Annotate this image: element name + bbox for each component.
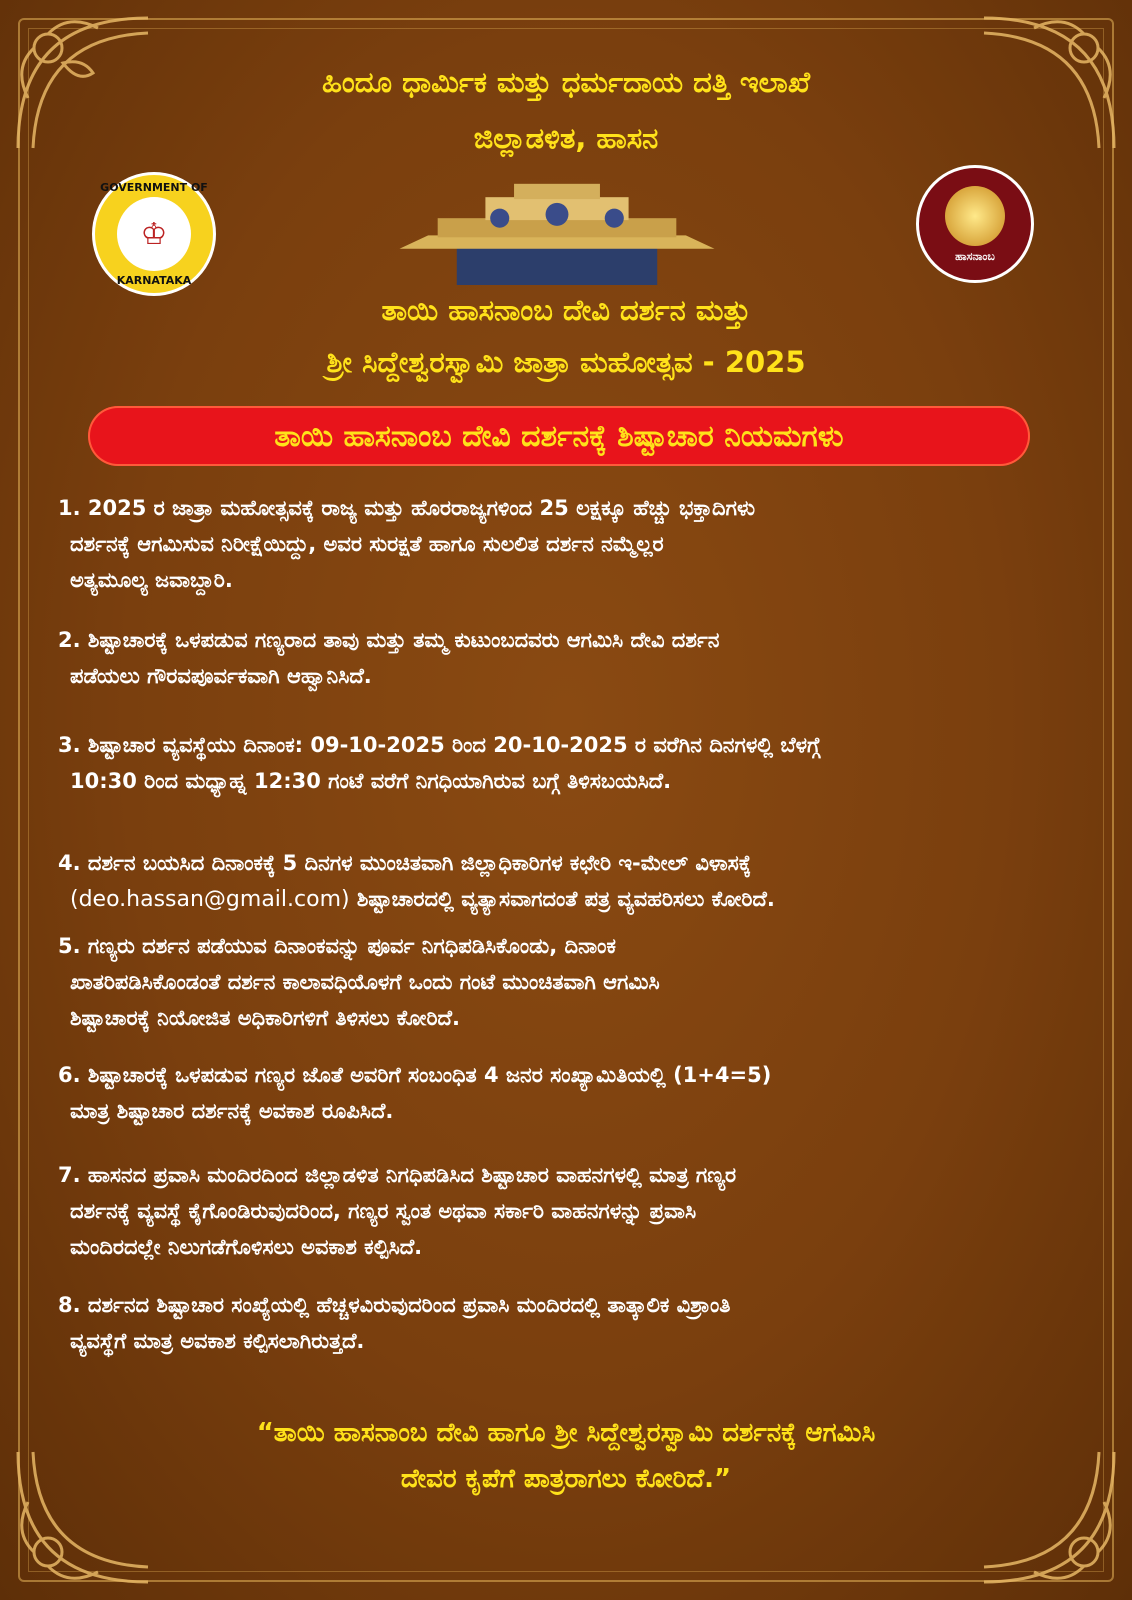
emblem-text-top: GOVERNMENT OF xyxy=(100,181,208,194)
rule-line: 10:30 ರಿಂದ ಮಧ್ಯಾಹ್ನ 12:30 ಗಂಟೆ ವರೆಗೆ ನಿಗಧಿಯಾಗಿರುವ ಬಗ್ಗೆ ತಿಳಿಸಬಯಸಿದೆ. xyxy=(70,769,672,793)
rule-line: ದರ್ಶನಕ್ಕೆ ವ್ಯವಸ್ಥೆ ಕೈಗೊಂಡಿರುವುದರಿಂದ, ಗಣ್ಯರ ಸ್ವಂತ ಅಥವಾ ಸರ್ಕಾರಿ ವಾಹನಗಳನ್ನು ಪ್ರವಾಸಿ xyxy=(70,1199,697,1223)
rule-line xyxy=(58,881,1078,917)
email-address: (deo.hassan@gmail.com) xyxy=(70,887,350,912)
hasanamba-logo-text: ಹಾಸನಾಂಬ xyxy=(955,250,995,263)
rule-line: 5. ಗಣ್ಯರು ದರ್ಶನ ಪಡೆಯುವ ದಿನಾಂಕವನ್ನು ಪೂರ್ವ ನಿಗಧಿಪಡಿಸಿಕೊಂಡು, ದಿನಾಂಕ xyxy=(58,934,616,958)
emblem-text-bottom: KARNATAKA xyxy=(116,274,192,287)
rule-item xyxy=(58,490,1078,598)
department-heading: ಹಿಂದೂ ಧಾರ್ಮಿಕ ಮತ್ತು ಧರ್ಮದಾಯ ದತ್ತಿ ಇಲಾಖೆ xyxy=(322,65,810,99)
rule-item xyxy=(58,1057,1078,1129)
rule-item xyxy=(58,845,1078,917)
closing-quote-line2: ದೇವರ ಕೃಪೆಗೆ ಪಾತ್ರರಾಗಲು ಕೋರಿದೆ.” xyxy=(400,1464,732,1494)
rules-banner: ತಾಯಿ ಹಾಸನಾಂಬ ದೇವಿ ದರ್ಶನಕ್ಕೆ ಶಿಷ್ಟಾಚಾರ ನಿಯಮಗಳು xyxy=(88,406,1030,466)
rule-line-text: ಶಿಷ್ಟಾಚಾರದಲ್ಲಿ ವ್ಯತ್ಯಾಸವಾಗದಂತೆ ಪತ್ರ ವ್ಯವಹರಿಸಲು ಕೋರಿದೆ. xyxy=(356,887,775,911)
rule-line: 8. ದರ್ಶನದ ಶಿಷ್ಟಾಚಾರ ಸಂಖ್ಯೆಯಲ್ಲಿ ಹೆಚ್ಚಳವಿರುವುದರಿಂದ ಪ್ರವಾಸಿ ಮಂದಿರದಲ್ಲಿ ತಾತ್ಕಾಲಿಕ ವಿಶ್ರಾಂತಿ xyxy=(58,1293,731,1317)
closing-quote xyxy=(0,1410,1132,1502)
rule-item xyxy=(58,622,1078,694)
rule-item xyxy=(58,1287,1078,1359)
rule-line: ವ್ಯವಸ್ಥೆಗೆ ಮಾತ್ರ ಅವಕಾಶ ಕಲ್ಪಿಸಲಾಗಿರುತ್ತದೆ. xyxy=(70,1329,365,1353)
rule-line: ಅತ್ಯಮೂಲ್ಯ ಜವಾಬ್ದಾರಿ. xyxy=(70,568,233,592)
rule-line: 4. ದರ್ಶನ ಬಯಸಿದ ದಿನಾಂಕಕ್ಕೆ 5 ದಿನಗಳ ಮುಂಚಿತವಾಗಿ ಜಿಲ್ಲಾಧಿಕಾರಿಗಳ ಕಛೇರಿ ಇ-ಮೇಲ್ ವಿಳಾಸಕ್ಕೆ xyxy=(58,851,752,875)
rule-line: ಮಾತ್ರ ಶಿಷ್ಟಾಚಾರ ದರ್ಶನಕ್ಕೆ ಅವಕಾಶ ರೂಪಿಸಿದೆ. xyxy=(70,1099,394,1123)
rule-line: ದರ್ಶನಕ್ಕೆ ಆಗಮಿಸುವ ನಿರೀಕ್ಷೆಯಿದ್ದು, ಅವರ ಸುರಕ್ಷತೆ ಹಾಗೂ ಸುಲಲಿತ ದರ್ಶನ ನಮ್ಮೆಲ್ಲರ xyxy=(70,532,664,556)
event-title-line2: ಶ್ರೀ ಸಿದ್ದೇಶ್ವರಸ್ವಾಮಿ ಜಾತ್ರಾ ಮಹೋತ್ಸವ - 2025 xyxy=(326,345,806,379)
rule-line: ಮಂದಿರದಲ್ಲೇ ನಿಲುಗಡೆಗೊಳಿಸಲು ಅವಕಾಶ ಕಲ್ಪಿಸಿದೆ. xyxy=(70,1235,423,1259)
administration-heading: ಜಿಲ್ಲಾಡಳಿತ, ಹಾಸನ xyxy=(473,121,659,155)
event-title-line1: ತಾಯಿ ಹಾಸನಾಂಬ ದೇವಿ ದರ್ಶನ ಮತ್ತು xyxy=(381,293,751,327)
rule-line: 1. 2025 ರ ಜಾತ್ರಾ ಮಹೋತ್ಸವಕ್ಕೆ ರಾಜ್ಯ ಮತ್ತು ಹೊರರಾಜ್ಯಗಳಿಂದ 25 ಲಕ್ಷಕ್ಕೂ ಹೆಚ್ಚು ಭಕ್ತಾದಿಗಳು xyxy=(58,496,756,520)
rule-line: 3. ಶಿಷ್ಟಾಚಾರ ವ್ಯವಸ್ಥೆಯು ದಿನಾಂಕ: 09-10-2025 ರಿಂದ 20-10-2025 ರ ವರೆಗಿನ ದಿನಗಳಲ್ಲಿ ಬೆಳಗ್ಗೆ xyxy=(58,733,821,757)
rule-line: ಪಡೆಯಲು ಗೌರವಪೂರ್ವಕವಾಗಿ ಆಹ್ವಾನಿಸಿದೆ. xyxy=(70,664,372,688)
rule-item xyxy=(58,1157,1078,1265)
rule-line: 2. ಶಿಷ್ಟಾಚಾರಕ್ಕೆ ಒಳಪಡುವ ಗಣ್ಯರಾದ ತಾವು ಮತ್ತು ತಮ್ಮ ಕುಟುಂಬದವರು ಆಗಮಿಸಿ ದೇವಿ ದರ್ಶನ xyxy=(58,628,720,652)
rules-list xyxy=(58,0,1078,1600)
rule-line: 6. ಶಿಷ್ಟಾಚಾರಕ್ಕೆ ಒಳಪಡುವ ಗಣ್ಯರ ಜೊತೆ ಅವರಿಗೆ ಸಂಬಂಧಿತ 4 ಜನರ ಸಂಖ್ಯಾಮಿತಿಯಲ್ಲಿ (1+4=5) xyxy=(58,1063,772,1087)
closing-quote-line1: “ತಾಯಿ ಹಾಸನಾಂಬ ದೇವಿ ಹಾಗೂ ಶ್ರೀ ಸಿದ್ದೇಶ್ವರಸ್ವಾಮಿ ದರ್ಶನಕ್ಕೆ ಆಗಮಿಸಿ xyxy=(256,1418,876,1448)
emblem-crest-icon: ♔ xyxy=(117,197,191,271)
rule-line: 7. ಹಾಸನದ ಪ್ರವಾಸಿ ಮಂದಿರದಿಂದ ಜಿಲ್ಲಾಡಳಿತ ನಿಗಧಿಪಡಿಸಿದ ಶಿಷ್ಟಾಚಾರ ವಾಹನಗಳಲ್ಲಿ ಮಾತ್ರ ಗಣ್ಯರ xyxy=(58,1163,737,1187)
rule-item xyxy=(58,727,1078,799)
rule-line: ಶಿಷ್ಟಾಚಾರಕ್ಕೆ ನಿಯೋಜಿತ ಅಧಿಕಾರಿಗಳಿಗೆ ತಿಳಿಸಲು ಕೋರಿದೆ. xyxy=(70,1006,460,1030)
rule-item xyxy=(58,928,1078,1036)
rule-line: ಖಾತರಿಪಡಿಸಿಕೊಂಡಂತೆ ದರ್ಶನ ಕಾಲಾವಧಿಯೊಳಗೆ ಒಂದು ಗಂಟೆ ಮುಂಚಿತವಾಗಿ ಆಗಮಿಸಿ xyxy=(70,970,660,994)
